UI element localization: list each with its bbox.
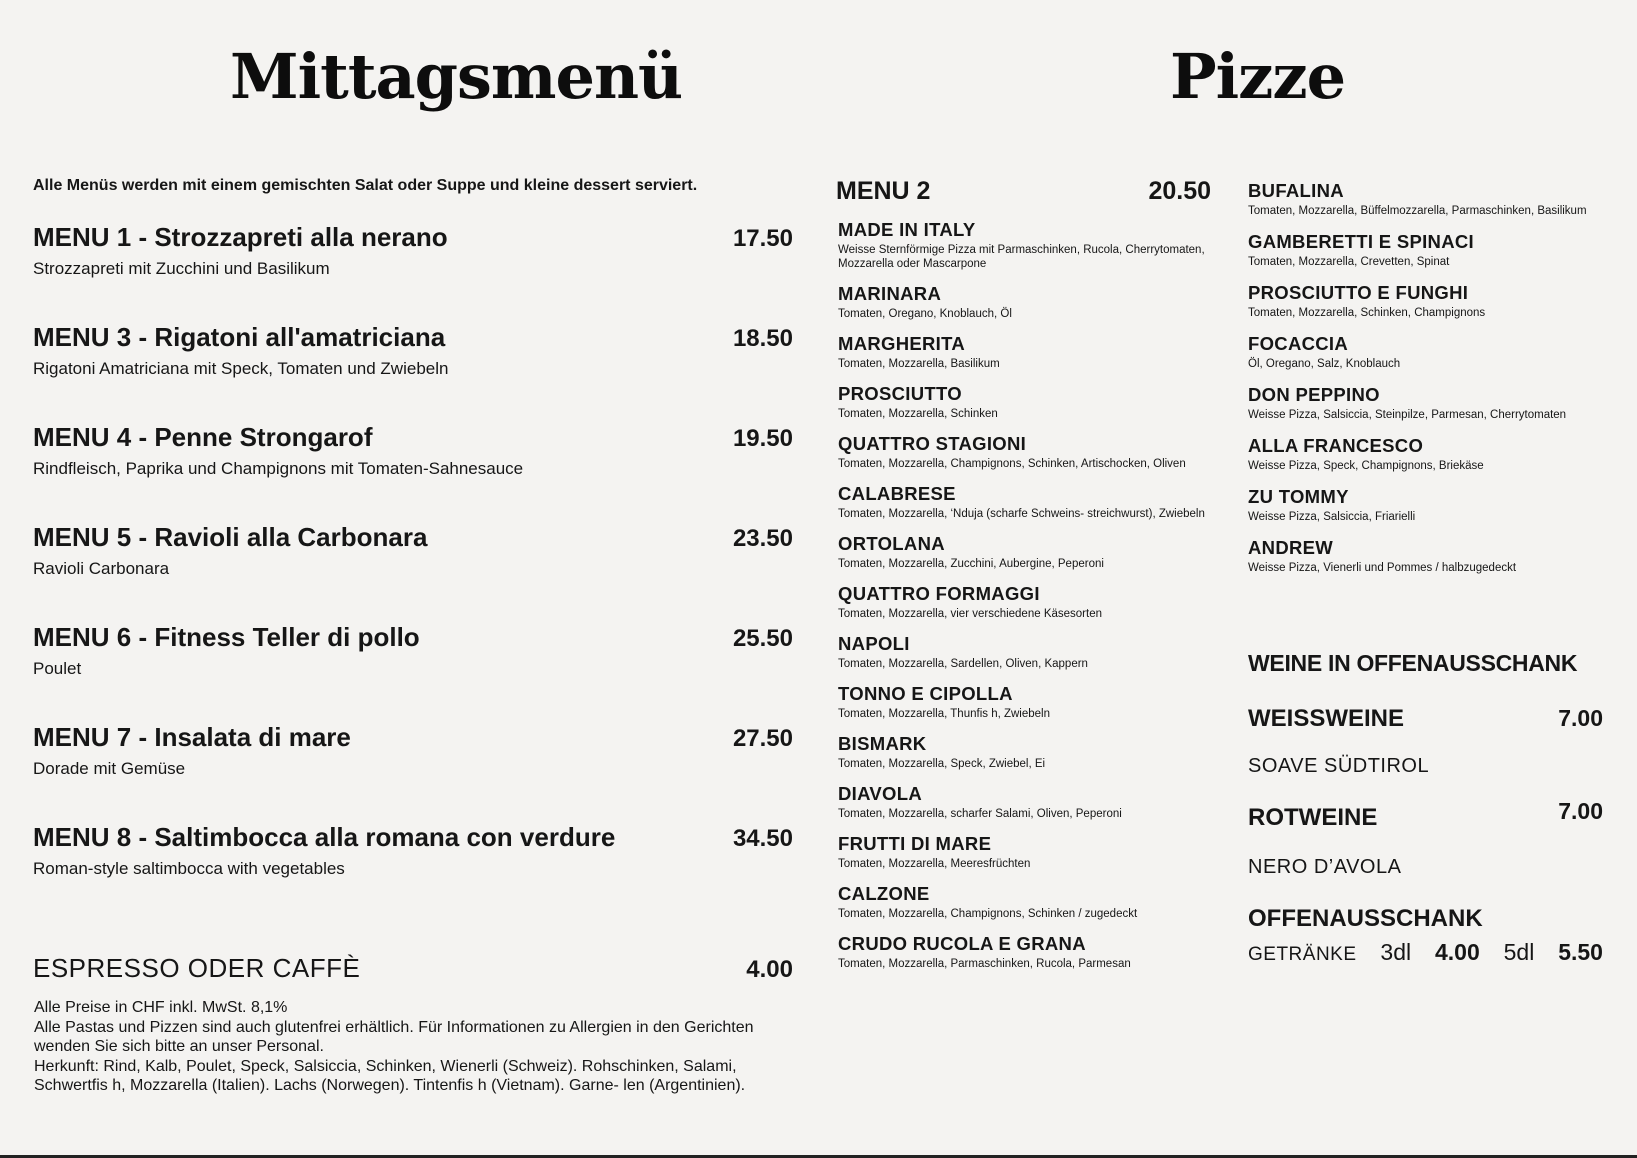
- pizza-desc: Tomaten, Mozzarella, Speck, Zwiebel, Ei: [838, 758, 1046, 770]
- pizza-item: [838, 733, 1211, 771]
- pizza-item: [838, 833, 1211, 871]
- pizza-name: ALLA FRANCESCO: [1248, 435, 1424, 456]
- white-wine-price: 7.00: [1558, 705, 1603, 731]
- lunch-menu-desc: Dorade mit Gemüse: [33, 759, 186, 778]
- lunch-menu-title: Mittagsmenü: [230, 40, 683, 113]
- pizza-column-left: [838, 177, 1211, 983]
- lunch-menu-item: [33, 622, 793, 722]
- pizza-name: ZU TOMMY: [1248, 486, 1349, 507]
- pizza-desc: Tomaten, Mozzarella, Champignons, Schinken / zugedeckt: [838, 908, 1138, 920]
- wine-heading: WEINE IN OFFENAUSSCHANK: [1248, 650, 1578, 676]
- pizza-name: CRUDO RUCOLA E GRANA: [838, 933, 1086, 954]
- footnotes: [34, 998, 794, 1096]
- pizza-desc: Tomaten, Mozzarella, Schinken, Champignons: [1248, 307, 1486, 319]
- lunch-menu-item: [33, 422, 793, 522]
- lunch-menu-desc: Rindfleisch, Paprika und Champignons mit Tomaten-Sahnesauce: [33, 459, 524, 478]
- pizza-item: [838, 333, 1211, 371]
- pizza-name: MARGHERITA: [838, 333, 966, 354]
- lunch-menu-name: MENU 8 - Saltimbocca alla romana con verdure: [33, 822, 616, 852]
- open-serve-price-2: 5.50: [1558, 939, 1603, 965]
- pizza-desc: Tomaten, Mozzarella, Basilikum: [838, 358, 1000, 370]
- pizza-desc: Tomaten, Mozzarella, Büffelmozzarella, Parmaschinken, Basilikum: [1248, 205, 1587, 217]
- red-wine-item: NERO D’AVOLA: [1248, 856, 1402, 878]
- lunch-menu-name: MENU 7 - Insalata di mare: [33, 722, 351, 752]
- lunch-menu-price: 27.50: [732, 725, 793, 752]
- pizza-item: [1248, 282, 1603, 320]
- pizza-name: DIAVOLA: [838, 783, 922, 804]
- lunch-menu-price: 19.50: [732, 425, 793, 452]
- lunch-menu-name: MENU 4 - Penne Strongarof: [33, 422, 373, 452]
- espresso-name: ESPRESSO ODER CAFFÈ: [33, 953, 361, 983]
- pizza-item: [1248, 180, 1603, 218]
- pizza-name: PROSCIUTTO: [838, 383, 962, 404]
- pizza-name: DON PEPPINO: [1248, 384, 1380, 405]
- red-wine-label: ROTWEINE: [1248, 804, 1378, 831]
- pizza-desc: Weisse Pizza, Salsiccia, Steinpilze, Parmesan, Cherrytomaten: [1248, 409, 1567, 421]
- pizza-name: ORTOLANA: [838, 533, 945, 554]
- lunch-menu-desc: Rigatoni Amatriciana mit Speck, Tomaten und Zwiebeln: [33, 359, 449, 378]
- pizza-desc: Tomaten, Mozzarella, ‘Nduja (scharfe Schweins- streichwurst), Zwiebeln: [838, 508, 1205, 520]
- pizza-name: BUFALINA: [1248, 180, 1344, 201]
- red-wine-price: 7.00: [1558, 798, 1603, 824]
- red-wine-row: [1248, 798, 1603, 832]
- pizza-item: [838, 683, 1211, 721]
- pizza-name: CALZONE: [838, 883, 930, 904]
- pizza-name: GAMBERETTI E SPINACI: [1248, 231, 1474, 252]
- lunch-menu-name: MENU 3 - Rigatoni all'amatriciana: [33, 322, 446, 352]
- pizza-item: [1248, 384, 1603, 422]
- pizza-item: [838, 633, 1211, 671]
- pizza-desc: Tomaten, Mozzarella, Thunfis h, Zwiebeln: [838, 708, 1050, 720]
- open-serve-size-1: 3dl: [1380, 939, 1412, 965]
- pizza-item: [1248, 537, 1603, 575]
- pizza-item: [1248, 435, 1603, 473]
- pizza-desc: Tomaten, Mozzarella, vier verschiedene Käsesorten: [838, 608, 1102, 620]
- lunch-menu-item: [33, 722, 793, 822]
- pizza-desc: Weisse Pizza, Salsiccia, Friarielli: [1248, 511, 1416, 523]
- menu2-price: 20.50: [1148, 177, 1211, 205]
- pizza-item: [1248, 333, 1603, 371]
- lunch-menu-desc: Poulet: [33, 659, 82, 678]
- pizza-name: FRUTTI DI MARE: [838, 833, 992, 854]
- pizza-item: [838, 933, 1211, 971]
- footnote-origin: Herkunft: Rind, Kalb, Poulet, Speck, Salsiccia, Schinken, Wienerli (Schweiz). Rohschinken, Salami, Schwertfis h, Mozzarella (Italien). Lachs (Norwegen). Tintenfis h (Vietnam). Garne- len (Argentinien).: [34, 1057, 746, 1094]
- pizza-name: NAPOLI: [838, 633, 910, 654]
- white-wine-row: [1248, 705, 1603, 733]
- pizza-name: CALABRESE: [838, 483, 956, 504]
- pizza-item: [838, 883, 1211, 921]
- espresso-row: [33, 953, 793, 984]
- pizza-desc: Tomaten, Mozzarella, Champignons, Schinken, Artischocken, Oliven: [838, 458, 1186, 470]
- pizza-desc: Tomaten, Oregano, Knoblauch, Öl: [838, 308, 1012, 320]
- pizza-item: [1248, 486, 1603, 524]
- pizza-desc: Tomaten, Mozzarella, Sardellen, Oliven, Kappern: [838, 658, 1088, 670]
- lunch-menu-price: 17.50: [732, 225, 793, 252]
- footnote-allergies: Alle Pastas und Pizzen sind auch glutenfrei erhältlich. Für Informationen zu Allergien in den Gerichten wenden Sie sich bitte an unser Personal.: [34, 1018, 754, 1055]
- pizza-item: [838, 219, 1211, 271]
- pizza-item: [838, 533, 1211, 571]
- pizza-item: [1248, 231, 1603, 269]
- lunch-menu-desc: Ravioli Carbonara: [33, 559, 170, 578]
- lunch-menu-desc: Roman-style saltimbocca with vegetables: [33, 859, 345, 878]
- pizza-item: [838, 583, 1211, 621]
- pizza-name: PROSCIUTTO E FUNGHI: [1248, 282, 1469, 303]
- pizza-desc: Tomaten, Mozzarella, scharfer Salami, Oliven, Peperoni: [838, 808, 1122, 820]
- lunch-menu-name: MENU 1 - Strozzapreti alla nerano: [33, 222, 448, 252]
- open-serve-size-2: 5dl: [1503, 939, 1535, 965]
- pizza-desc: Öl, Oregano, Salz, Knoblauch: [1248, 358, 1401, 370]
- lunch-menu-desc: Strozzapreti mit Zucchini und Basilikum: [33, 259, 330, 278]
- pizza-desc: Tomaten, Mozzarella, Zucchini, Aubergine, Peperoni: [838, 558, 1104, 570]
- footnote-prices: Alle Preise in CHF inkl. MwSt. 8,1%: [34, 999, 288, 1016]
- pizza-desc: Tomaten, Mozzarella, Meeresfrüchten: [838, 858, 1031, 870]
- lunch-menu-item: [33, 222, 793, 322]
- lunch-intro: Alle Menüs werden mit einem gemischten Salat oder Suppe und kleine dessert serviert.: [33, 177, 698, 194]
- pizza-desc: Tomaten, Mozzarella, Parmaschinken, Rucola, Parmesan: [838, 958, 1131, 970]
- lunch-menu-name: MENU 5 - Ravioli alla Carbonara: [33, 522, 428, 552]
- pizza-name: MARINARA: [838, 283, 942, 304]
- pizza-name: ANDREW: [1248, 537, 1334, 558]
- lunch-menu-item: [33, 822, 793, 922]
- menu2-row: [836, 177, 1211, 219]
- pizza-name: FOCACCIA: [1248, 333, 1349, 354]
- wine-section: [1248, 650, 1603, 966]
- espresso-price: 4.00: [746, 956, 793, 983]
- lunch-menu-price: 34.50: [732, 825, 793, 852]
- pizza-column-right: [1248, 180, 1603, 588]
- white-wine-label: WEISSWEINE: [1248, 705, 1405, 732]
- pizza-item: [838, 783, 1211, 821]
- lunch-menu-price: 18.50: [732, 325, 793, 352]
- pizza-desc: Weisse Sternförmige Pizza mit Parmaschinken, Rucola, Cherrytomaten, Mozzarella oder Mascarpone: [838, 244, 1205, 270]
- open-serve-title: OFFENAUSSCHANK: [1248, 905, 1483, 932]
- pizza-item: [838, 433, 1211, 471]
- white-wine-item: SOAVE SÜDTIROL: [1248, 755, 1430, 777]
- lunch-menu-item: [33, 522, 793, 622]
- open-serve-label: GETRÄNKE: [1248, 944, 1357, 965]
- pizza-desc: Weisse Pizza, Speck, Champignons, Briekäse: [1248, 460, 1484, 472]
- menu2-name: MENU 2: [836, 177, 931, 205]
- lunch-menu-name: MENU 6 - Fitness Teller di pollo: [33, 622, 420, 652]
- pizza-name: QUATTRO STAGIONI: [838, 433, 1027, 454]
- pizza-desc: Tomaten, Mozzarella, Crevetten, Spinat: [1248, 256, 1450, 268]
- pizza-item: [838, 383, 1211, 421]
- lunch-menu-price: 23.50: [732, 525, 793, 552]
- pizza-item: [838, 483, 1211, 521]
- pizza-name: BISMARK: [838, 733, 927, 754]
- pizza-title: Pizze: [1170, 40, 1346, 113]
- pizza-name: QUATTRO FORMAGGI: [838, 583, 1040, 604]
- lunch-menu-item: [33, 322, 793, 422]
- lunch-menu-list: [33, 222, 793, 922]
- open-serve-row: [1248, 939, 1603, 966]
- pizza-item: [838, 283, 1211, 321]
- pizza-desc: Tomaten, Mozzarella, Schinken: [838, 408, 998, 420]
- pizza-desc: Weisse Pizza, Vienerli und Pommes / halbzugedeckt: [1248, 562, 1517, 574]
- lunch-menu-price: 25.50: [732, 625, 793, 652]
- open-serve-price-1: 4.00: [1434, 939, 1480, 965]
- pizza-name: TONNO E CIPOLLA: [838, 683, 1013, 704]
- pizza-name: MADE IN ITALY: [838, 219, 976, 240]
